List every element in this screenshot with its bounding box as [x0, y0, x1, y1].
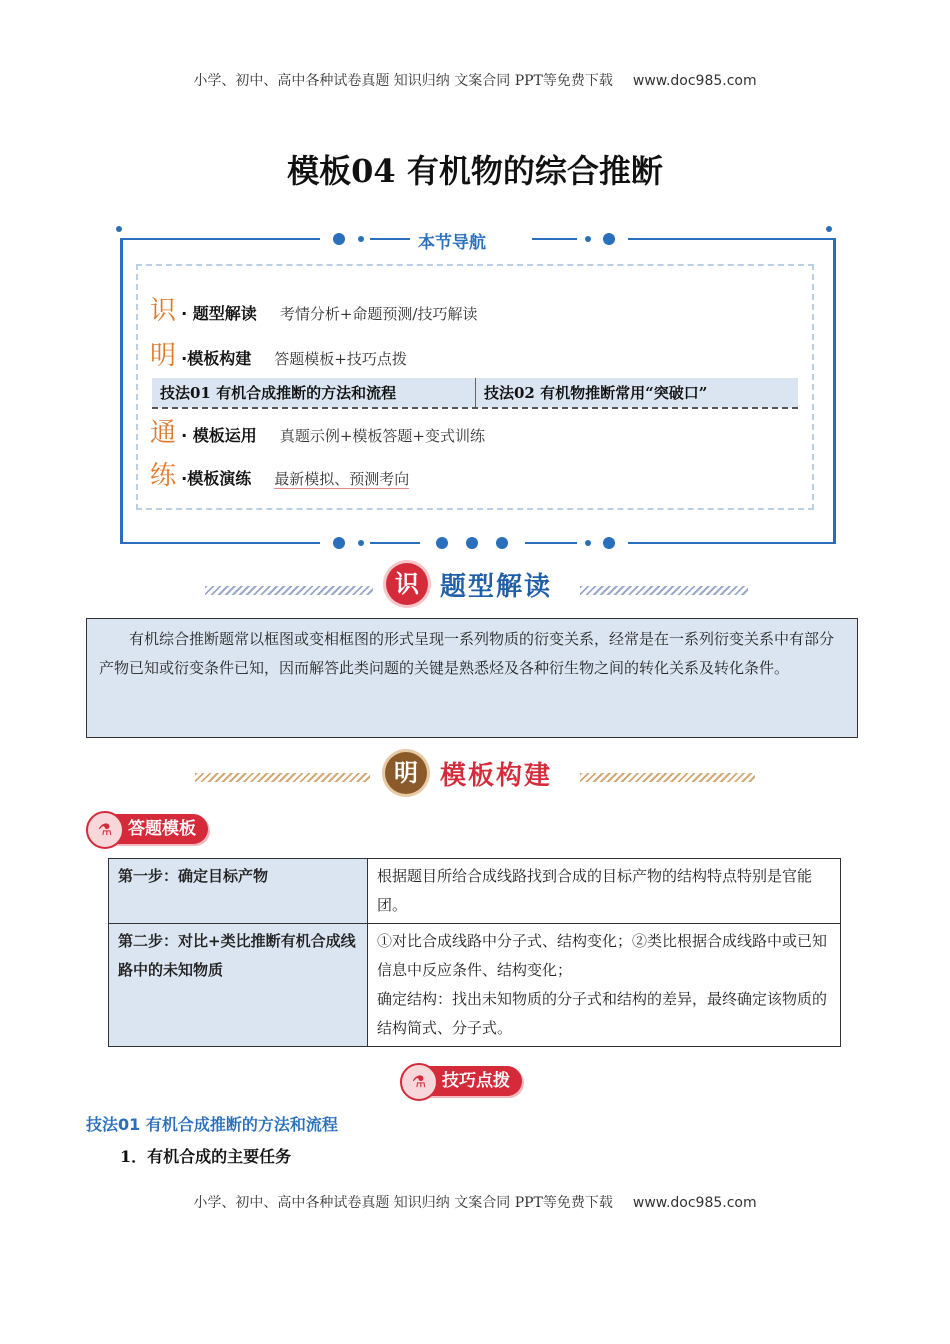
nav-row-1[interactable]: [150, 290, 477, 327]
footer-site[interactable]: www.doc985.com: [632, 1195, 757, 1211]
section2-badge: 明: [385, 752, 427, 794]
skill-02-link[interactable]: 技法02 有机物推断常用“突破口”: [484, 384, 708, 402]
page-footer: [0, 1192, 950, 1212]
template-pill-label: 答题模板: [128, 819, 196, 839]
nav-row-label: · 模板运用: [181, 426, 257, 445]
nav-row-desc: 最新模拟、预测考向: [274, 470, 410, 488]
nav-row-4[interactable]: [150, 455, 409, 492]
nav-dot: [333, 233, 345, 245]
table-row: [109, 859, 841, 924]
footer-text: 小学、初中、高中各种试卷真题 知识归纳 文案合同 PPT等免费下载: [193, 1195, 613, 1211]
nav-bottom-line: [370, 542, 420, 544]
nav-dot-small: [358, 540, 364, 546]
skills-dash-line: [152, 407, 798, 409]
section2-title: 模板构建: [440, 761, 553, 791]
banner-stripe-right: [580, 586, 748, 595]
nav-row-3[interactable]: [150, 412, 485, 449]
nav-dot: [603, 233, 615, 245]
nav-dot-small: [358, 236, 364, 242]
content-line: ①对比合成线路中分子式、结构变化；②类比根据合成线路中或已知信息中反应条件、结构变化；: [377, 932, 828, 979]
nav-row-char: 识: [150, 296, 177, 326]
page-header: [0, 70, 950, 90]
nav-row-label: ·模板演练: [181, 469, 252, 488]
nav-row-label: · 题型解读: [181, 304, 257, 323]
nav-row-char: 练: [150, 461, 177, 491]
nav-dot-small: [585, 236, 591, 242]
nav-bottom-line-right: [628, 542, 833, 544]
step-cell: 第一步：确定目标产物: [109, 859, 368, 924]
band-divider: [475, 378, 476, 408]
header-text: 小学、初中、高中各种试卷真题 知识归纳 文案合同 PPT等免费下载: [193, 73, 613, 89]
nav-corner-dot: [826, 226, 832, 232]
template-pill: [88, 814, 208, 844]
section1-badge: 识: [386, 563, 428, 605]
subheading: 1．有机合成的主要任务: [120, 1147, 292, 1166]
skill01-heading: 技法01 有机合成推断的方法和流程: [86, 1115, 338, 1134]
nav-bottom-line-left: [120, 542, 320, 544]
nav-row-char: 明: [150, 341, 177, 371]
nav-bottom-line: [525, 542, 577, 544]
nav-row-desc: 考情分析+命题预测/技巧解读: [279, 305, 478, 323]
section1-title: 题型解读: [440, 572, 553, 602]
content-line: 确定结构：找出未知物质的分子式和结构的差异，最终确定该物质的结构简式、分子式。: [377, 990, 828, 1037]
nav-dot: [496, 537, 508, 549]
nav-dot-small: [585, 540, 591, 546]
banner-stripe-left: [195, 773, 370, 782]
nav-dot: [603, 537, 615, 549]
content-cell: [368, 924, 841, 1047]
banner-stripe-right: [580, 773, 755, 782]
page-title: 模板04 有机物的综合推断: [287, 152, 663, 190]
nav-row-2[interactable]: [150, 335, 407, 372]
intro-box: [86, 618, 858, 738]
banner-stripe-left: [205, 586, 373, 595]
tips-pill-label: 技巧点拨: [442, 1071, 510, 1091]
nav-top-line: [370, 238, 410, 240]
nav-row-char: 通: [150, 418, 177, 448]
template-table: [108, 858, 841, 1047]
nav-row-desc: 真题示例+模板答题+变式训练: [279, 427, 485, 445]
nav-row-label: ·模板构建: [181, 349, 252, 368]
step-cell: 第二步：对比+类比推断有机合成线路中的未知物质: [109, 924, 368, 1047]
content-cell: 根据题目所给合成线路找到合成的目标产物的结构特点特别是官能团。: [368, 859, 841, 924]
nav-corner-dot: [116, 226, 122, 232]
nav-top-line: [532, 238, 577, 240]
tips-pill: [402, 1066, 522, 1096]
flask-icon: ⚗: [86, 811, 124, 849]
skill-01-link[interactable]: 技法01 有机合成推断的方法和流程: [160, 384, 397, 402]
nav-top-line-left: [120, 238, 320, 240]
nav-heading: 本节导航: [418, 233, 486, 253]
header-site[interactable]: www.doc985.com: [632, 73, 757, 89]
skills-band: [152, 378, 798, 408]
nav-dot: [333, 537, 345, 549]
intro-text: 有机综合推断题常以框图或变相框图的形式呈现一系列物质的衍变关系，经常是在一系列衍变关系中有部分产物已知或衍变条件已知，因而解答此类问题的关键是熟悉烃及各种衍生物之间的转化关系及转化条件。: [99, 630, 835, 677]
nav-top-line-right: [628, 238, 833, 240]
flask-icon: ⚗: [400, 1063, 438, 1101]
nav-dot: [436, 537, 448, 549]
nav-row-desc: 答题模板+技巧点拨: [274, 350, 407, 368]
nav-dot: [466, 537, 478, 549]
table-row: [109, 924, 841, 1047]
